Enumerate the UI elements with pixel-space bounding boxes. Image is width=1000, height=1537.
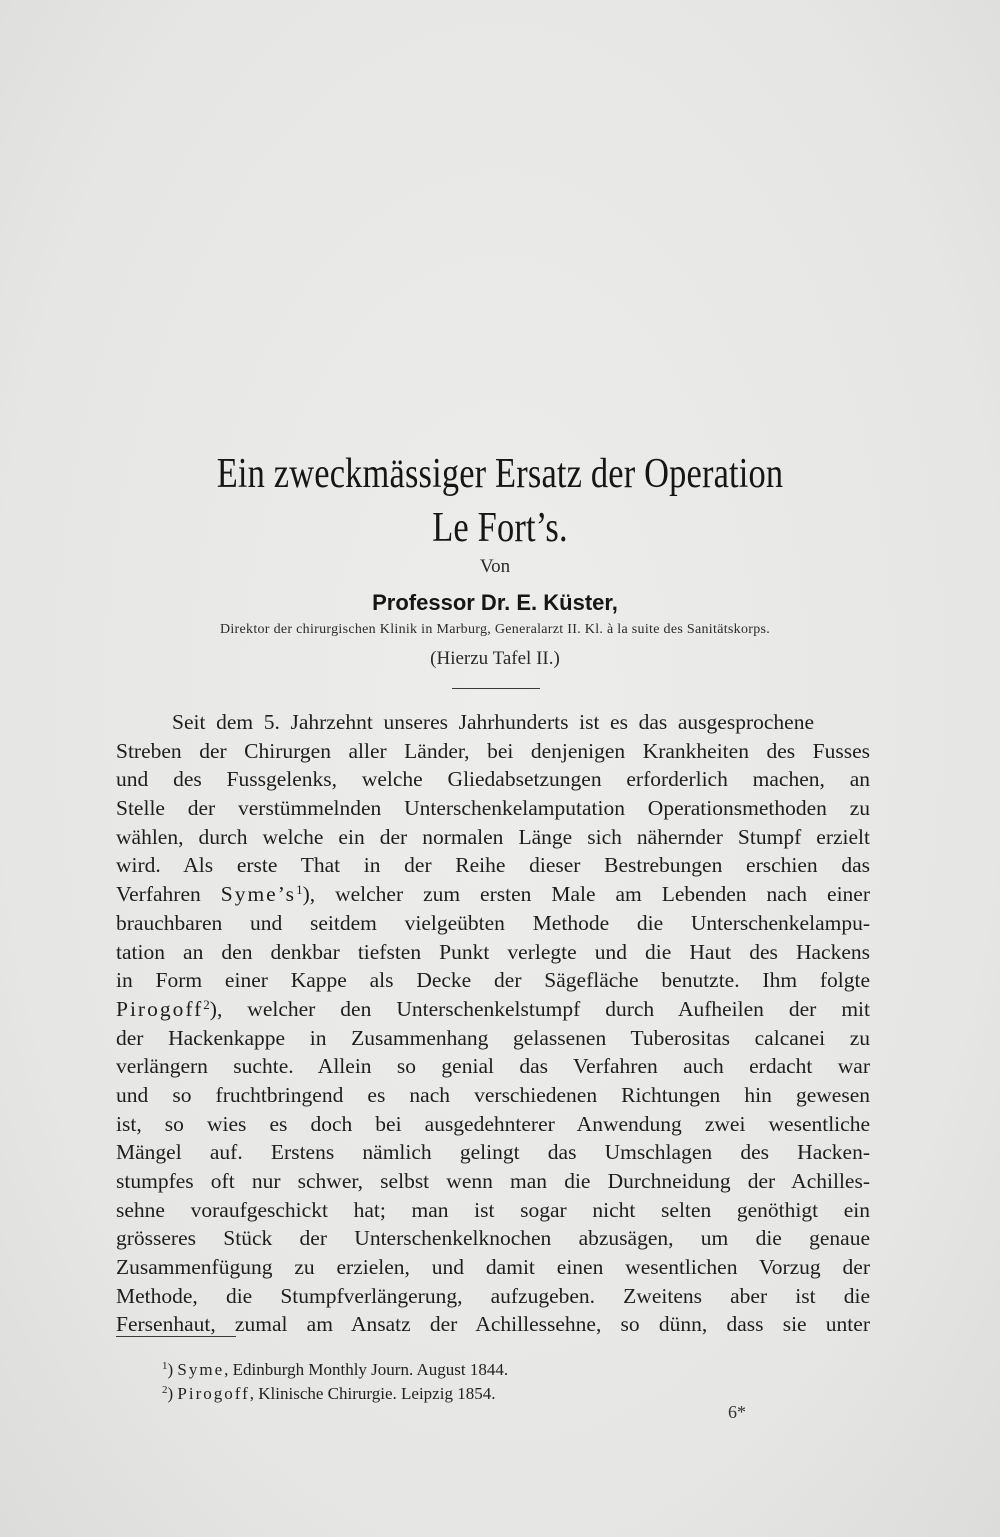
footnotes <box>162 1356 862 1404</box>
body-line: Stelle der verstümmelnden Unterschenkelamputation Operationsmethoden zu <box>116 796 870 821</box>
body-line: in Form einer Kappe als Decke der Sägefläche benutzte. Ihm folgte <box>116 968 870 993</box>
footnote-text: , Klinische Chirurgie. Leipzig 1854. <box>249 1384 496 1403</box>
body-line: wählen, durch welche ein der normalen Länge sich nähernder Stumpf erzielt <box>116 824 870 849</box>
page-number: 6* <box>728 1402 746 1422</box>
footnote-ref-2[interactable]: 2 <box>203 996 210 1012</box>
footnote-1 <box>162 1356 862 1380</box>
plate-reference: (Hierzu Tafel II.) <box>430 648 560 669</box>
body-line: Fersenhaut, zumal am Ansatz der Achillessehne, so dünn, dass sie unter <box>116 1312 870 1337</box>
body-text-fragment: ), welcher zum ersten Male am Lebenden nach einer <box>302 882 870 907</box>
title-separator-rule <box>452 688 540 689</box>
author-affiliation: Direktor der chirurgischen Klinik in Marburg, Generalarzt II. Kl. à la suite des Sanitätskorps. <box>219 622 771 637</box>
body-line: verlängern suchte. Allein so genial das Verfahren auch erdacht war <box>116 1054 870 1079</box>
footnote-ref-1[interactable]: 1 <box>296 882 303 898</box>
body-line: der Hackenkappe in Zusammenhang gelassenen Tuberositas calcanei zu <box>116 1025 870 1050</box>
body-text-fragment: ), welcher den Unterschenkelstumpf durch Aufheilen der mit <box>209 996 870 1021</box>
body-line: tation an den denkbar tiefsten Punkt verlegte und die Haut des Hackens <box>116 939 870 964</box>
body-text-fragment: Verfahren <box>116 882 201 907</box>
footnote-separator-rule <box>116 1336 236 1337</box>
footnote-mark-close: ) <box>167 1384 174 1403</box>
cited-name-syme: Syme’s <box>220 882 297 907</box>
body-line: Mängel auf. Erstens nämlich gelingt das Umschlagen des Hacken- <box>116 1140 870 1165</box>
body-text <box>116 708 870 1339</box>
footnote-text: , Edinburgh Monthly Journ. August 1844. <box>224 1360 509 1379</box>
footnote-2 <box>162 1380 862 1404</box>
body-line <box>116 995 870 1024</box>
body-line: stumpfes oft nur schwer, selbst wenn man die Durchneidung der Achilles- <box>116 1169 870 1193</box>
body-line: Zusammenfügung zu erzielen, und damit einen wesentlichen Vorzug der <box>116 1255 870 1280</box>
body-line: und des Fussgelenks, welche Gliedabsetzungen erforderlich machen, an <box>116 767 870 792</box>
byline-von: Von <box>479 556 511 577</box>
article-title-line-1: Ein zweckmässiger Ersatz der Operation <box>216 451 784 497</box>
body-line: Methode, die Stumpfverlängerung, aufzugeben. Zweitens aber ist die <box>116 1283 870 1308</box>
body-line: sehne voraufgeschickt hat; man ist sogar nicht selten genöthigt ein <box>116 1197 870 1222</box>
author-name: Professor Dr. E. Küster, <box>372 590 618 615</box>
body-line: wird. Als erste That in der Reihe dieser Bestrebungen erschien das <box>116 853 870 878</box>
body-line: Seit dem 5. Jahrzehnt unseres Jahrhunderts ist es das ausgesprochene <box>172 710 814 734</box>
footnote-mark: 2 <box>162 1384 168 1396</box>
body-line <box>116 880 870 909</box>
article-title-line-2: Le Fort’s. <box>432 505 568 551</box>
body-line: und so fruchtbringend es nach verschiedenen Richtungen hin gewesen <box>116 1082 870 1107</box>
body-line: Streben der Chirurgen aller Länder, bei denjenigen Krankheiten des Fusses <box>116 738 870 763</box>
cited-name-pirogoff: Pirogoff <box>116 996 204 1021</box>
body-line: grösseres Stück der Unterschenkelknochen abzusägen, um die genaue <box>116 1226 870 1251</box>
footnote-author: Pirogoff <box>177 1384 250 1403</box>
footnote-mark-close: ) <box>167 1360 174 1379</box>
footnote-mark: 1 <box>162 1360 168 1372</box>
body-line: brauchbaren und seitdem vielgeübten Methode die Unterschenkelampu- <box>116 910 870 935</box>
body-line: ist, so wies es doch bei ausgedehnterer Anwendung zwei wesentliche <box>116 1111 870 1136</box>
footnote-author: Syme <box>177 1360 225 1379</box>
